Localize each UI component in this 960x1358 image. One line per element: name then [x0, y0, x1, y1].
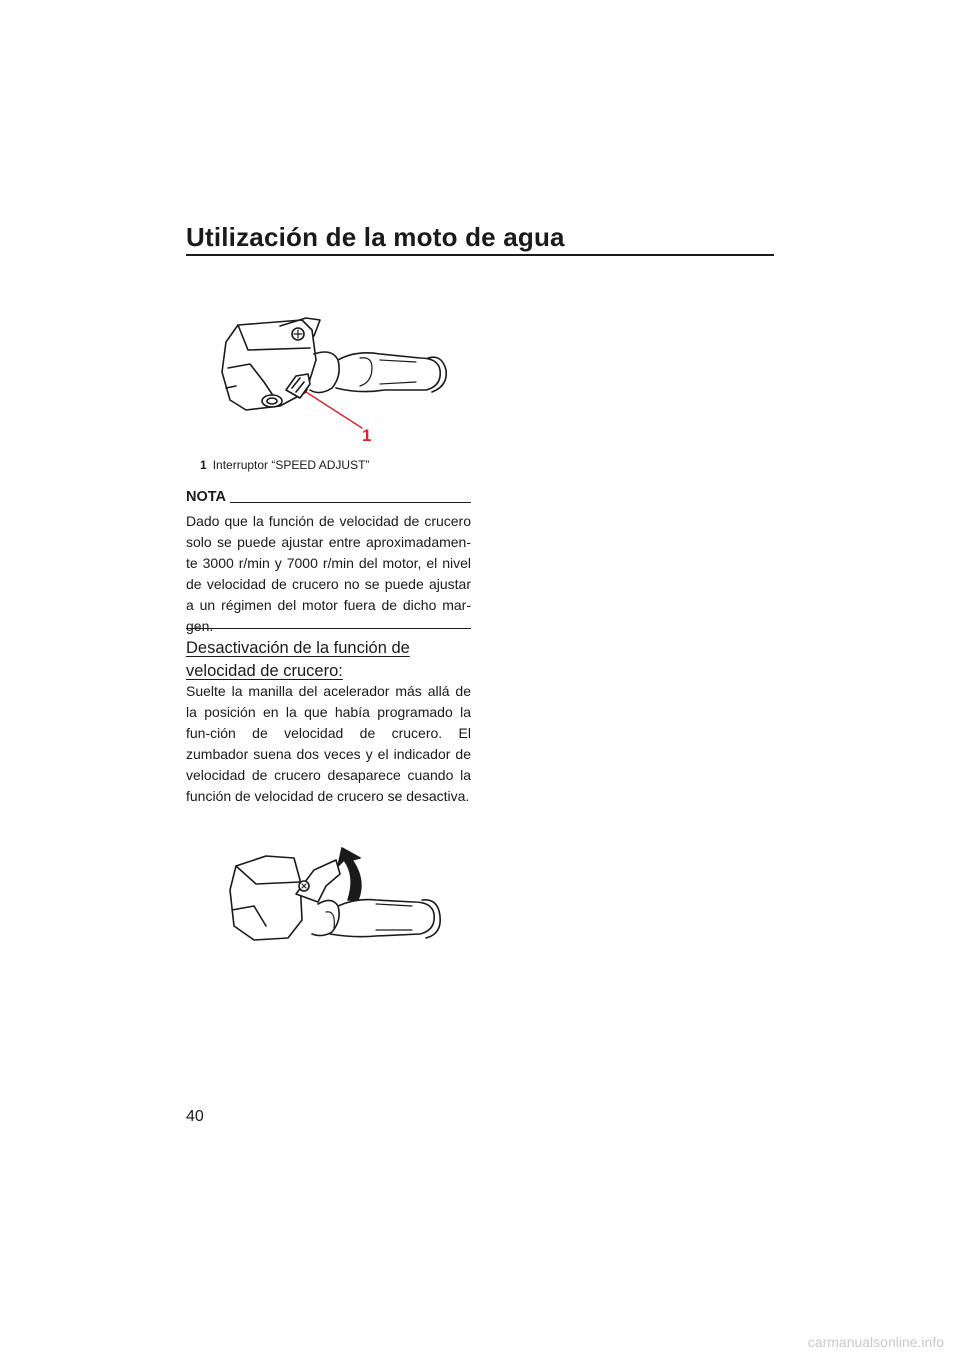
- callout-number: 1: [362, 426, 372, 445]
- caption-text: Interruptor “SPEED ADJUST”: [212, 458, 370, 472]
- note-rule: [230, 502, 471, 503]
- handlebar-illustration-1: [210, 310, 460, 430]
- page-title: Utilización de la moto de agua: [186, 222, 565, 252]
- title-rule: [186, 254, 774, 256]
- watermark[interactable]: carmanualsonline.info: [807, 1334, 944, 1350]
- page-number: 40: [186, 1108, 204, 1125]
- section-body: Suelte la manilla del acelerador más allá de la posición en la que había programado la fun-ción de velocidad de crucero. El zumbador suena dos veces y el indicador de velocidad de crucero desaparece cuando la función de velocidad de crucero se desactiva.: [186, 683, 471, 804]
- throttle-arrow-icon: [338, 848, 361, 900]
- handlebar-illustration-2: [226, 840, 456, 950]
- caption-number: 1: [200, 458, 207, 472]
- note-header: [186, 490, 471, 504]
- section-heading: Desactivación de la función de velocidad de crucero:: [186, 639, 410, 680]
- figure-caption: [200, 458, 369, 472]
- note-text: Dado que la función de velocidad de crucero solo se puede ajustar entre aproximadamen-te 3000 r/min y 7000 r/min del motor, el nivel de velocidad de crucero no se puede ajustar a un régimen del motor fuera de dicho mar-gen.: [186, 513, 471, 634]
- note-end-rule: [186, 628, 471, 629]
- note-label: NOTA: [186, 489, 227, 505]
